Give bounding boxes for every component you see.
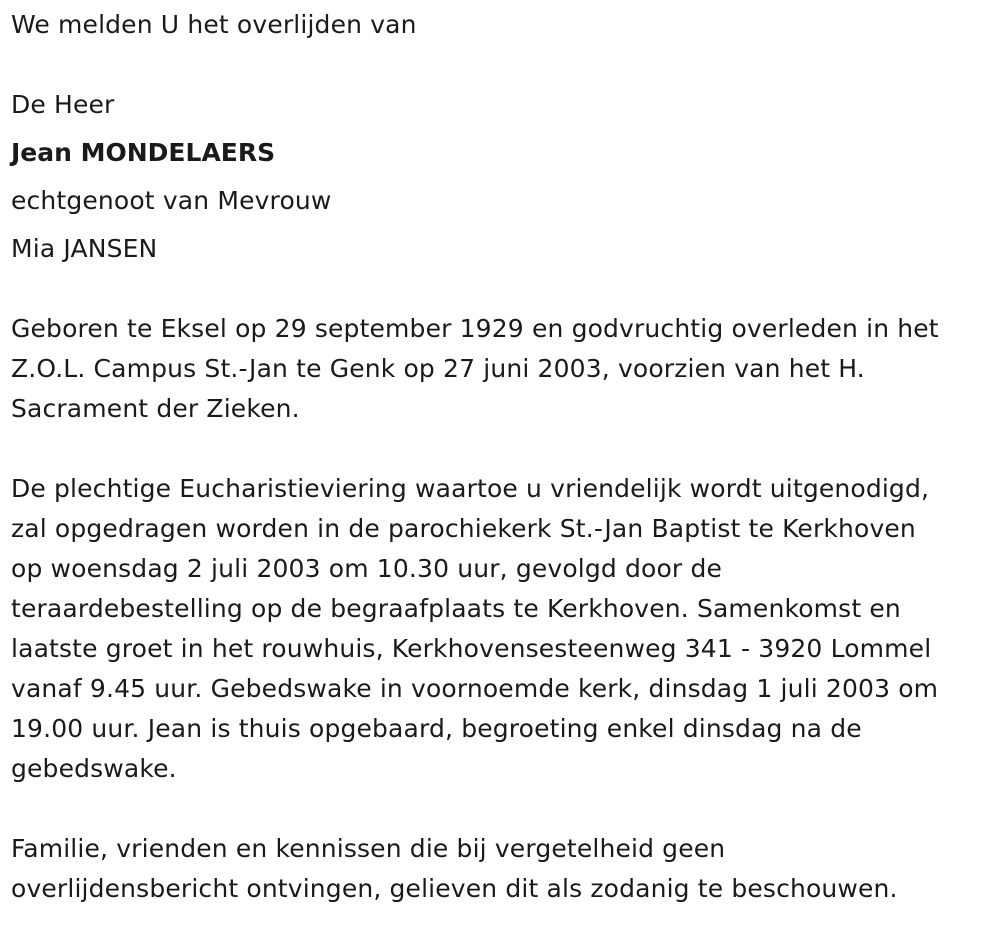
deceased-name: Jean MONDELAERS bbox=[11, 138, 276, 167]
ceremony-line: laatste groet in het rouwhuis, Kerkhovensesteenweg 341 - 3920 Lommel bbox=[11, 634, 932, 663]
title-text: De Heer bbox=[11, 90, 115, 119]
spouse-name: Mia JANSEN bbox=[11, 234, 158, 263]
ceremony-line: zal opgedragen worden in de parochiekerk St.-Jan Baptist te Kerkhoven bbox=[11, 514, 916, 543]
ceremony-line: teraardebestelling op de begraafplaats te Kerkhoven. Samenkomst en bbox=[11, 594, 901, 623]
ceremony-line: vanaf 9.45 uur. Gebedswake in voornoemde kerk, dinsdag 1 juli 2003 om bbox=[11, 674, 939, 703]
closing-line: Familie, vrienden en kennissen die bij vergetelheid geen bbox=[11, 834, 726, 863]
ceremony-line: op woensdag 2 juli 2003 om 10.30 uur, gevolgd door de bbox=[11, 554, 722, 583]
birth-line: Sacrament der Zieken. bbox=[11, 394, 300, 423]
ceremony-line: De plechtige Eucharistieviering waartoe u vriendelijk wordt uitgenodigd, bbox=[11, 474, 930, 503]
birth-line: Geboren te Eksel op 29 september 1929 en godvruchtig overleden in het bbox=[11, 314, 939, 343]
closing-line: overlijdensbericht ontvingen, gelieven dit als zodanig te beschouwen. bbox=[11, 874, 898, 903]
intro-text: We melden U het overlijden van bbox=[11, 10, 417, 39]
ceremony-line: 19.00 uur. Jean is thuis opgebaard, begroeting enkel dinsdag na de bbox=[11, 714, 862, 743]
ceremony-line: gebedswake. bbox=[11, 754, 177, 783]
spouse-label: echtgenoot van Mevrouw bbox=[11, 186, 332, 215]
birth-line: Z.O.L. Campus St.-Jan te Genk op 27 juni 2003, voorzien van het H. bbox=[11, 354, 865, 383]
